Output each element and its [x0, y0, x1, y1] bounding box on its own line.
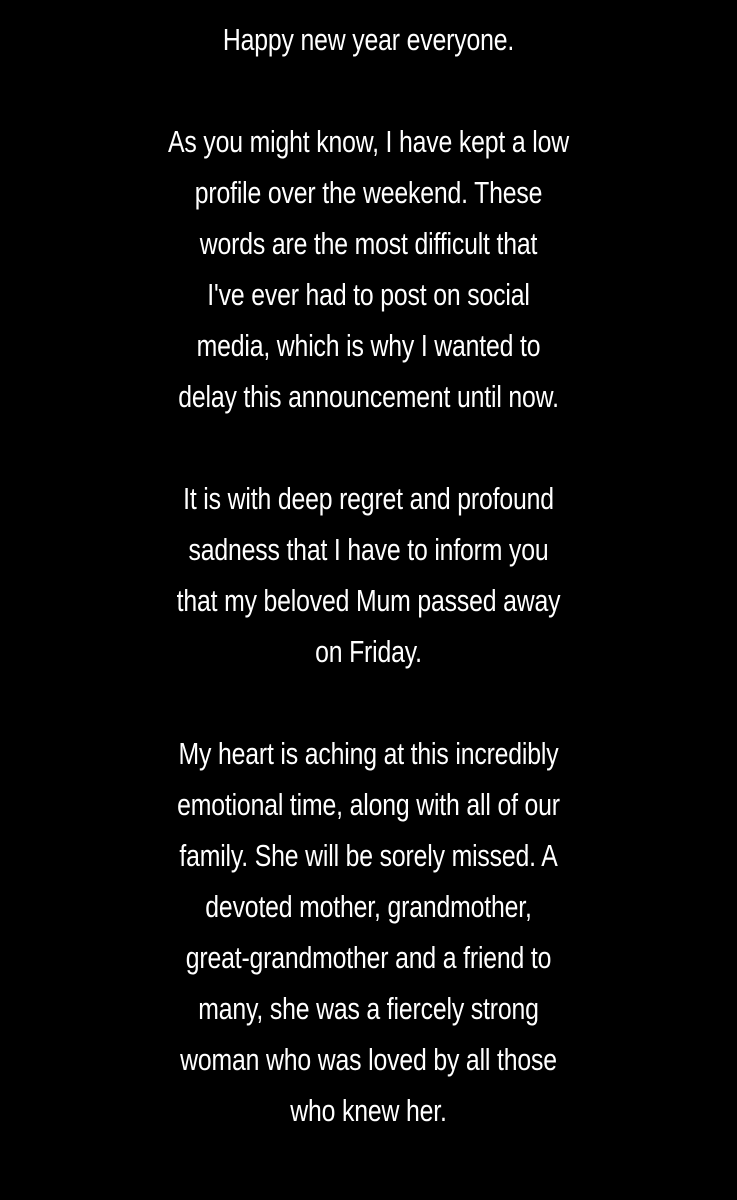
text-line: devoted mother, grandmother, — [205, 889, 532, 924]
paragraph-greeting — [0, 14, 737, 65]
text-line: My heart is aching at this incredibly — [178, 736, 559, 771]
paragraph-spacer — [0, 677, 737, 728]
paragraph-spacer — [0, 65, 737, 116]
paragraph-spacer — [0, 422, 737, 473]
text-line: sadness that I have to inform you — [188, 532, 549, 567]
text-line: media, which is why I wanted to — [196, 328, 541, 363]
text-line: I've ever had to post on social — [207, 277, 530, 312]
paragraph-announcement — [0, 473, 737, 677]
text-line: delay this announcement until now. — [178, 379, 559, 414]
text-line: that my beloved Mum passed away — [176, 583, 561, 618]
text-line: words are the most difficult that — [199, 226, 538, 261]
text-line: emotional time, along with all of our — [177, 787, 560, 822]
text-line: profile over the weekend. These — [194, 175, 543, 210]
paragraph-low-profile — [0, 116, 737, 422]
text-line: woman who was loved by all those — [180, 1042, 557, 1077]
text-line: Happy new year everyone. — [222, 22, 515, 57]
text-line: on Friday. — [315, 634, 422, 669]
text-line: who knew her. — [290, 1093, 447, 1128]
text-line: family. She will be sorely missed. A — [179, 838, 558, 873]
text-line: great-grandmother and a friend to — [185, 940, 552, 975]
paragraph-tribute — [0, 728, 737, 1136]
story-text — [0, 14, 737, 1136]
text-line: As you might know, I have kept a low — [168, 124, 569, 159]
text-line: many, she was a fiercely strong — [198, 991, 539, 1026]
text-line: It is with deep regret and profound — [183, 481, 554, 516]
